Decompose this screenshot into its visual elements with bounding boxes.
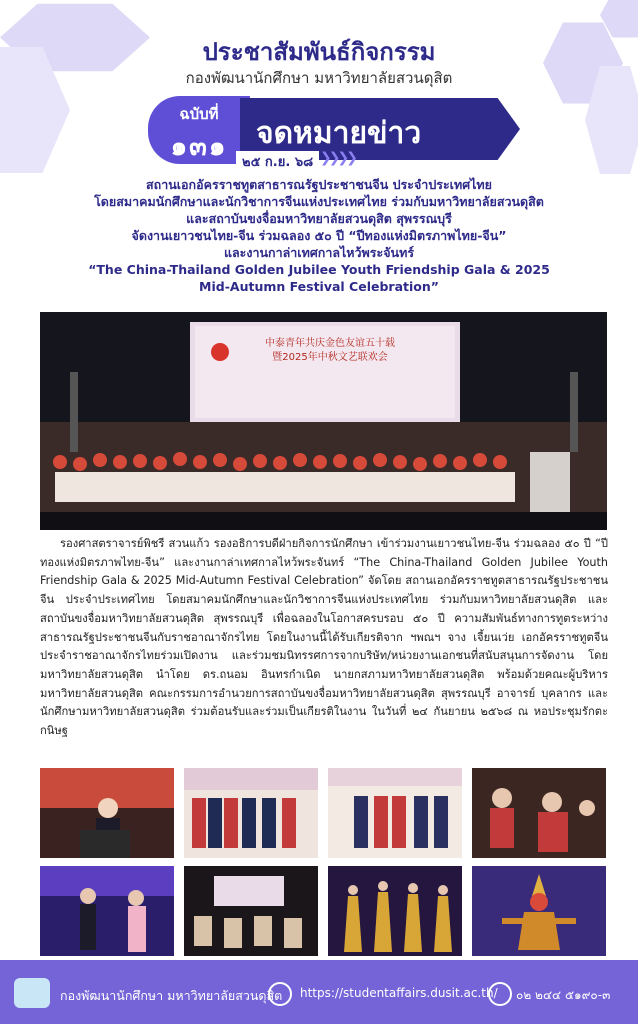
hero-screen-title-1: 中泰青年共庆金色友谊五十载 — [265, 338, 395, 349]
headline-line: โดยสมาคมนักศึกษาและนักวิชาการจีนแห่งประเทศไทย ร่วมกับมหาวิทยาลัยสวนดุสิต — [94, 194, 544, 209]
headline-line: และสถาบันขงจื่อมหาวิทยาลัยสวนดุสิต สุพรรณบุรี — [186, 211, 452, 226]
footer-organization: กองพัฒนานักศึกษา มหาวิทยาลัยสวนดุสิต — [60, 988, 283, 1003]
footer-website-link[interactable]: https://studentaffairs.dusit.ac.th/ — [300, 986, 498, 1000]
photo-hosts-stage — [40, 866, 174, 956]
hero-screen-title-2: 暨2025年中秋文艺联欢会 — [272, 352, 388, 363]
photo-group-row1-2 — [184, 768, 318, 858]
photo-speaker-podium — [40, 768, 174, 858]
photo-orchestra — [184, 866, 318, 956]
phone-icon — [488, 982, 512, 1006]
headline-line: Mid-Autumn Festival Celebration” — [199, 279, 439, 294]
globe-icon — [268, 982, 292, 1006]
chevron-decor-icon: ❯❯❯❯ — [320, 150, 355, 166]
footer-phone-number: ๐๒ ๒๔๔ ๕๑๙๐-๓ — [516, 988, 611, 1002]
page-subtitle: กองพัฒนานักศึกษา มหาวิทยาลัยสวนดุสิต — [185, 69, 453, 87]
photo-guests-row1-4 — [472, 768, 606, 858]
issue-label: ฉบับที่ — [179, 105, 219, 123]
university-logo — [14, 978, 50, 1008]
page-title: ประชาสัมพันธ์กิจกรรม — [202, 38, 436, 66]
headline-line: และงานกาล่าเทศกาลไหว้พระจันทร์ — [223, 245, 415, 260]
issue-number: ๑๓๑ — [170, 132, 228, 162]
body-paragraph: รองศาสตราจารย์พิชรี สวนแก้ว รองอธิการบดีฝ่ายกิจการนักศึกษา เข้าร่วมงานเยาวชนไทย-จีน ร่วมฉลอง ๕๐ ปี “ปีทองแห่งมิตรภาพไทย-จีน” และงานกาล่าเทศกาลไหว้พระจันทร์ “The China-Thailand Golden Jubilee Youth Friendship Gala & 2025 Mid-Autumn Festival Celebration” จัดโดย สถานเอกอัครราชทูตสาธารณรัฐประชาชนจีน ประจำประเทศไทย โดยสมาคมนักศึกษาและนักวิชาการจีนแห่งประเทศไทย ร่วมกับมหาวิทยาลัยสวนดุสิต และสถาบันขงจื่อมหาวิทยาลัยสวนดุสิต สุพรรณบุรี เพื่อฉลองในโอกาสครบรอบ ๕๐ ปี ความสัมพันธ์ทางการทูตระหว่างสาธารณรัฐประชาชนจีนกับราชอาณาจักรไทย โดยในงานนี้ได้รับเกียรติจาก ฯพณฯ จาง เจี้ยนเว่ย เอกอัครราชทูตจีนประจำราชอาณาจักรไทยร่วมเปิดงาน และร่วมชมนิทรรศการจากบริษัท/หน่วยงานเอกชนที่สนับสนุนการจัดงาน โดยมหาวิทยาลัยสวนดุสิต นำโดย ดร.ถนอม อินทรกำเนิด นายกสภามหาวิทยาลัยสวนดุสิต พร้อมด้วยคณะผู้บริหารมหาวิทยาลัยสวนดุสิต คณะกรรมการอำนวยการสถาบันขงจื่อมหาวิทยาลัยสวนดุสิต สุพรรณบุรี อาจารย์ บุคลากร และนักศึกษามหาวิทยาลัยสวนดุสิต ร่วมต้อนรับและร่วมเป็นเกียรติในงาน ในวันที่ ๒๔ กันยายน ๒๕๖๘ ณ หอประชุมรักตะกนิษฐ — [40, 537, 608, 738]
issue-badge — [148, 96, 250, 164]
issue-date: ๒๕ ก.ย. ๖๘ — [236, 151, 319, 172]
headline-line: จัดงานเยาวชนไทย-จีน ร่วมฉลอง ๕๐ ปี “ปีทองแห่งมิตรภาพไทย-จีน” — [131, 228, 507, 243]
headline — [40, 176, 598, 295]
photo-thai-dance — [328, 866, 462, 956]
newsletter-title: จดหมายข่าว — [256, 116, 422, 151]
photo-group-row1-3 — [328, 768, 462, 858]
headline-line: “The China-Thailand Golden Jubilee Youth Friendship Gala & 2025 — [88, 262, 550, 277]
photo-khon-performer — [472, 866, 606, 956]
headline-line: สถานเอกอัครราชทูตสาธารณรัฐประชาชนจีน ประจำประเทศไทย — [146, 177, 492, 192]
hero-photo — [40, 312, 607, 530]
